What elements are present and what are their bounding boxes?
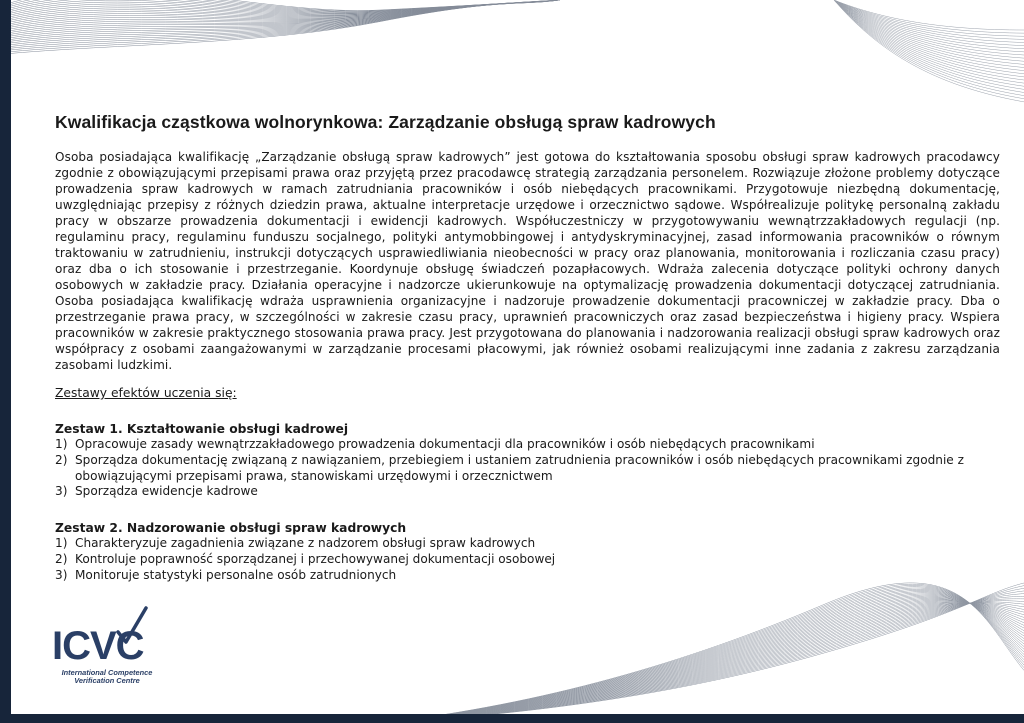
outcomes-heading: Zestawy efektów uczenia się:	[55, 386, 237, 400]
left-border-bar	[0, 0, 11, 723]
logo-subtitle-line-1: International Competence	[61, 668, 153, 677]
item-text: Monitoruje statystyki personalne osób zatrudnionych	[75, 567, 397, 582]
item-text: Sporządza dokumentację związaną z nawiązaniem, przebiegiem i ustaniem zatrudnienia pracowników i osób niebędących pracownikami zgodnie z obowiązującymi przepisami prawa, stanowiskami urzędowymi i orzecznictwem	[75, 452, 964, 483]
set-title: Zestaw 1. Kształtowanie obsługi kadrowej	[55, 422, 349, 436]
item-number: 2)	[55, 452, 68, 467]
list-item	[55, 484, 1000, 500]
item-text: Sporządza ewidencje kadrowe	[75, 484, 258, 499]
top-wave-decoration	[0, 0, 560, 70]
outcome-set-1	[55, 421, 1000, 500]
item-number: 1)	[55, 536, 68, 551]
list-item	[55, 568, 1000, 584]
set-title: Zestaw 2. Nadzorowanie obsługi spraw kadrowych	[55, 521, 407, 536]
list-item	[55, 453, 1000, 485]
qualification-description: Osoba posiadająca kwalifikację „Zarządzanie obsługą spraw kadrowych” jest gotowa do kształtowania sposobu obsługi spraw kadrowych pracodawcy zgodnie z obowiązującymi przepisami prawa oraz przyjętą przez pracodawcę strategią zarządzania personelem. Rozwiązuje złożone problemy dotyczące prowadzenia spraw kadrowych w ramach zatrudniania pracowników i osób niebędących pracownikami. Przygotowuje niezbędną dokumentację, uwzględniając przepisy z różnych dziedzin prawa, aktualne interpretacje urzędowe i orzecznictwo sądowe. Współrealizuje politykę personalną zakładu pracy w obszarze prowadzenia dokumentacji i ewidencji kadrowych. Współuczestniczy w przygotowywaniu wewnątrzzakładowych regulacji (np. regulaminu pracy, regulaminu funduszu socjalnego, polityki antymobbingowej i antydyskryminacyjnej, zasad informowania pracowników o równym traktowaniu w zatrudnieniu, instrukcji dotyczących usprawiedliwiania nieobecności w pracy oraz planowania, monitorowania i rozliczania czasu pracy) oraz dba o ich stosowanie i przestrzeganie. Koordynuje obsługę świadczeń pozapłacowych. Wdraża zalecenia dotyczące polityki ochrony danych osobowych w zakładzie pracy. Działania operacyjne i nadzorcze ukierunkowuje na optymalizację prowadzenia dokumentacji dotyczącej zatrudniania. Osoba posiadająca kwalifikację wdraża usprawnienia organizacyjne i nadzoruje prowadzenie dokumentacji pracowniczej w zakładzie pracy. Dba o przestrzeganie prawa pracy, w szczególności w zakresie czasu pracy, uprawnień pracowniczych oraz zasad bezpieczeństwa i higieny pracy. Wspiera pracowników w zakresie praktycznego stosowania prawa pracy. Jest przygotowana do planowania i nadzorowania realizacji obsługi spraw kadrowych oraz współpracy z osobami zaangażowanymi w zarządzanie procesami płacowymi, jak również osobami realizującymi inne zadania z zakresu zarządzania zasobami ludzkimi.	[55, 150, 1000, 372]
item-number: 3)	[55, 484, 68, 499]
item-text: Charakteryzuje zagadnienia związane z nadzorem obsługi spraw kadrowych	[75, 536, 536, 551]
document-content	[55, 112, 1000, 584]
document-title: Kwalifikacja cząstkowa wolnorynkowa: Zarządzanie obsługą spraw kadrowych	[55, 112, 716, 132]
logo-subtitle	[52, 669, 162, 685]
set-items-list	[55, 536, 1000, 583]
logo-subtitle-line-2: Verification Centre	[74, 676, 140, 685]
list-item	[55, 552, 1000, 568]
item-number: 1)	[55, 437, 68, 451]
item-text: Kontroluje poprawność sporządzanej i przechowywanej dokumentacji osobowej	[75, 551, 556, 566]
list-item	[55, 437, 1000, 453]
set-items-list	[55, 437, 1000, 500]
list-item	[55, 536, 1000, 552]
item-number: 2)	[55, 551, 68, 566]
outcome-set-2	[55, 520, 1000, 583]
top-right-wave-decoration	[824, 0, 1024, 110]
bottom-border-bar	[0, 714, 1024, 723]
logo-letters: ICVC	[52, 624, 144, 668]
icvc-logo	[52, 606, 182, 686]
item-number: 3)	[55, 567, 68, 582]
item-text: Opracowuje zasady wewnątrzzakładowego prowadzenia dokumentacji dla pracowników i osób niebędących pracownikami	[75, 437, 815, 451]
bottom-right-wave-decoration	[384, 573, 1024, 723]
